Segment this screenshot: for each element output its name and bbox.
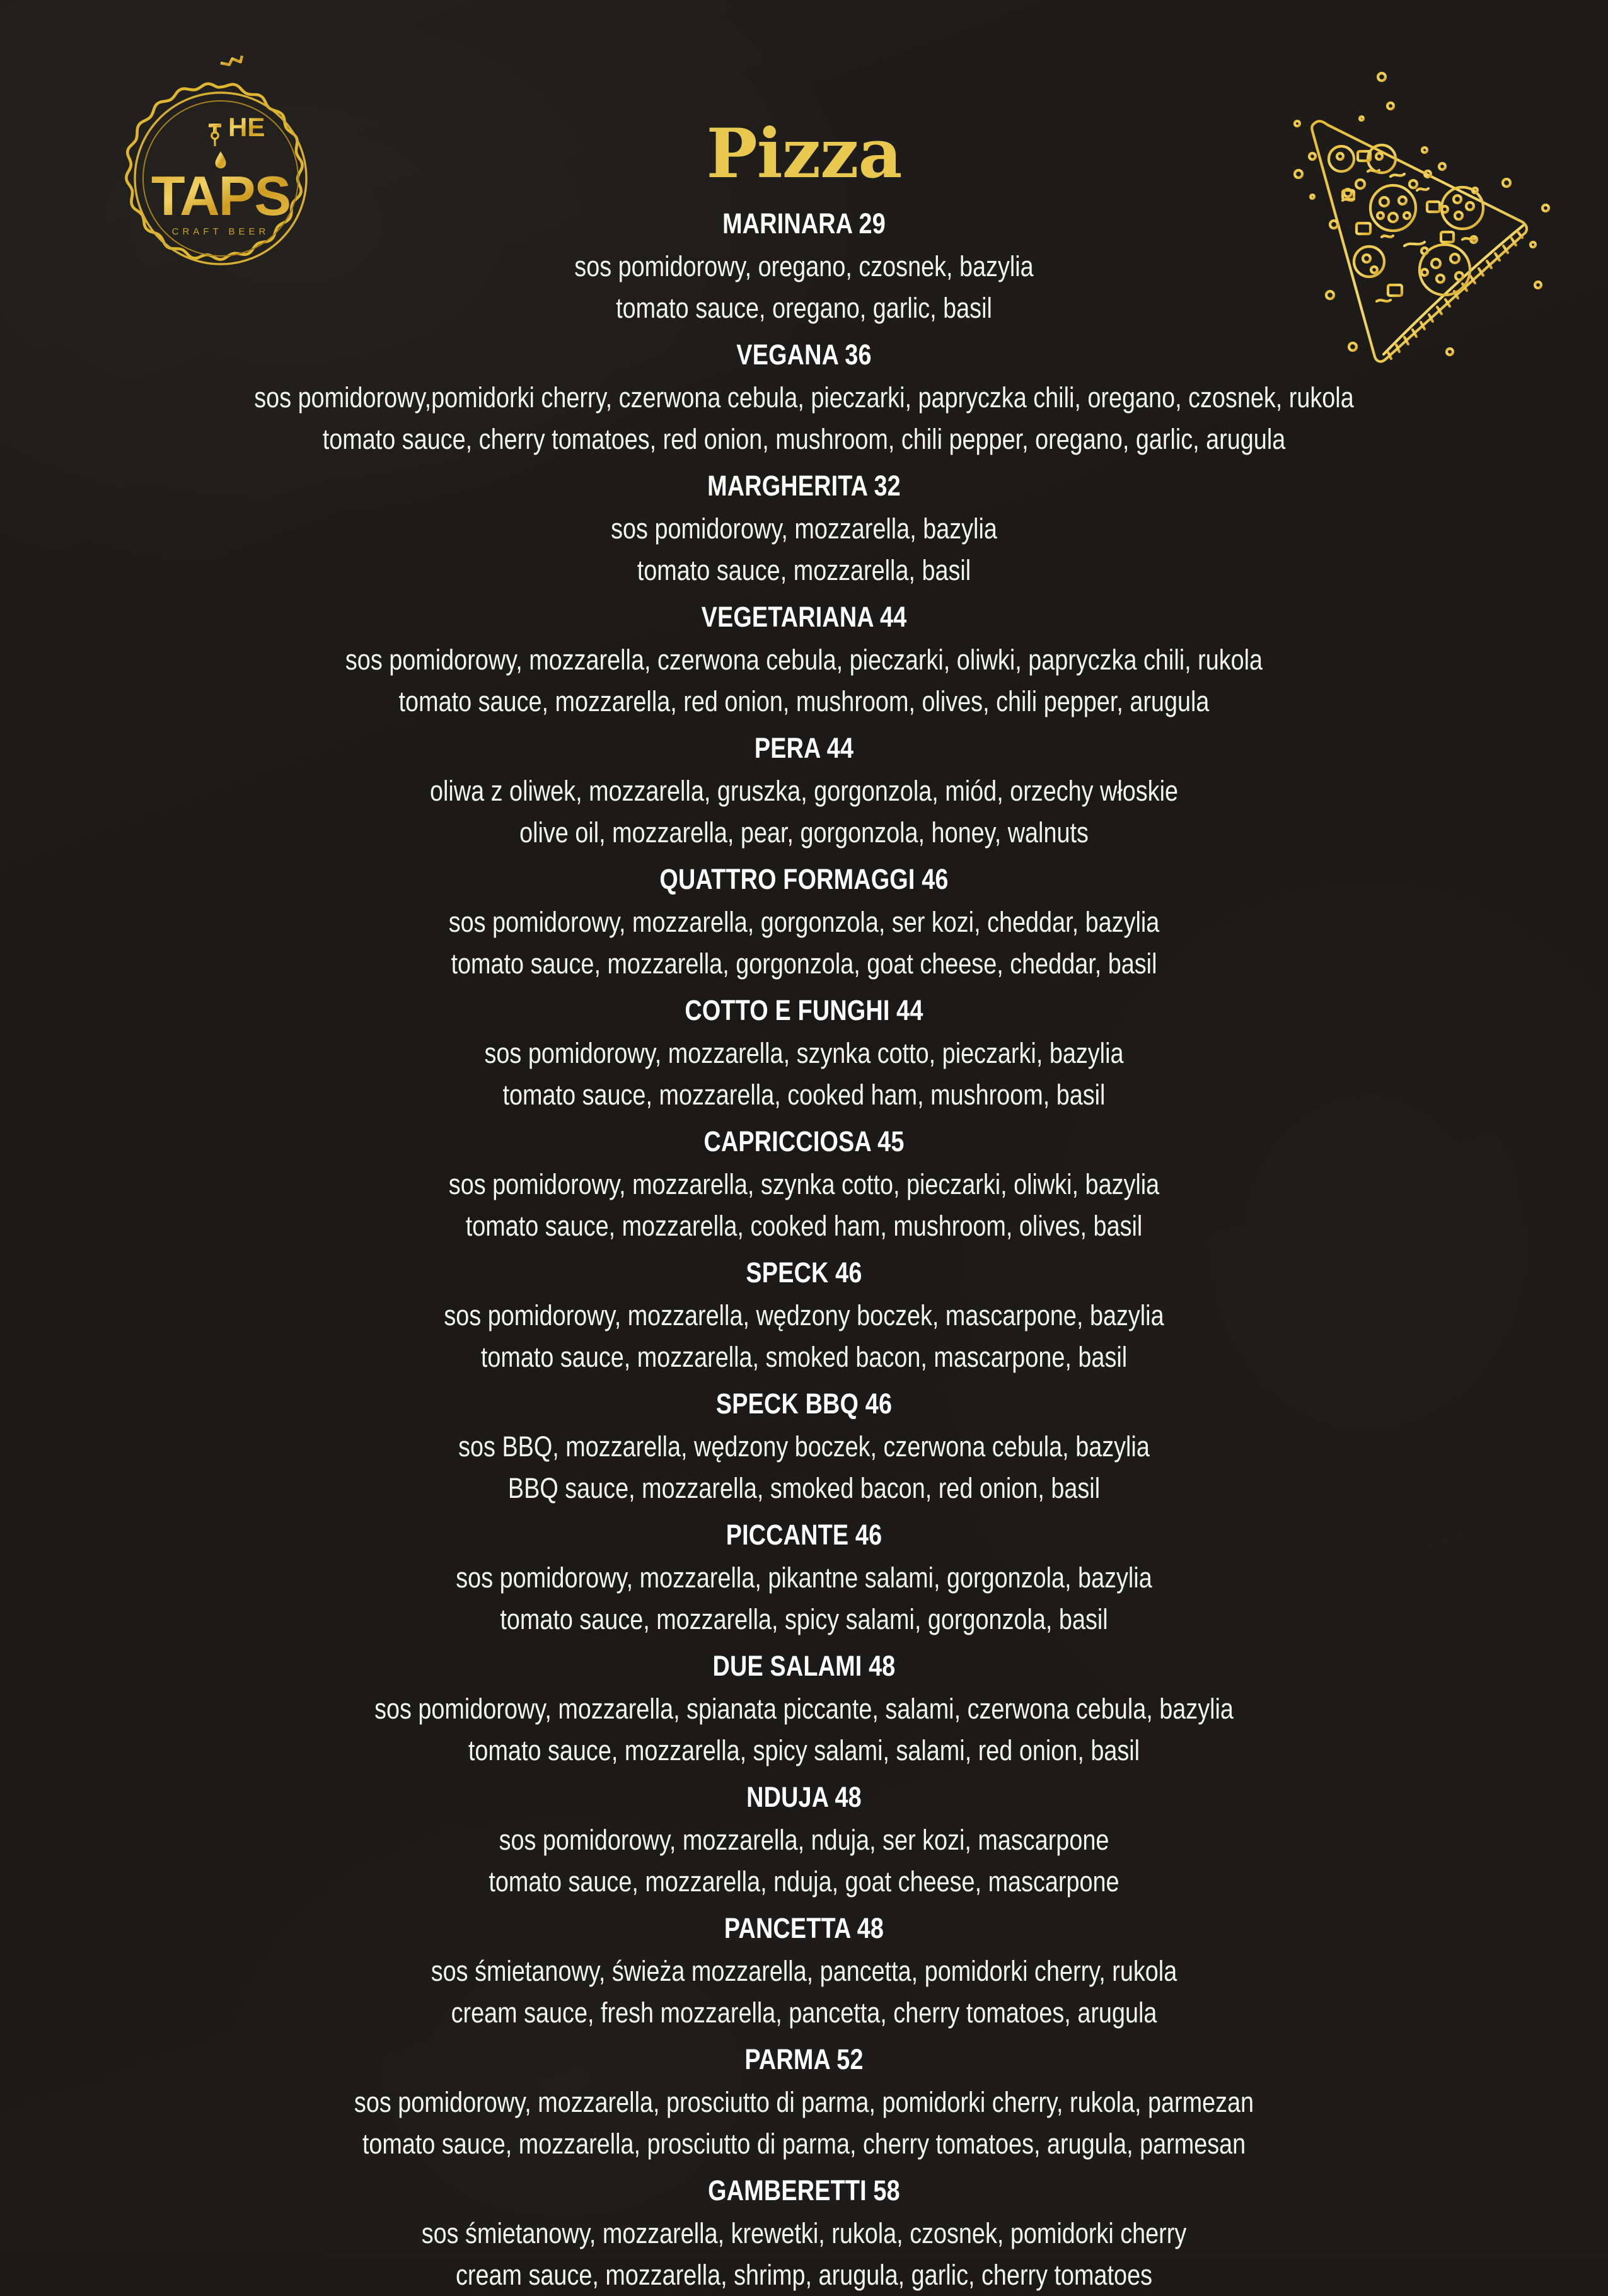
menu-item [0,1908,1608,2034]
item-desc-en: tomato sauce, mozzarella, cooked ham, mushroom, olives, basil [465,1210,1143,1242]
item-desc-pl: sos śmietanowy, świeża mozzarella, pancetta, pomidorki cherry, rukola [431,1955,1177,1987]
item-desc-en: tomato sauce, mozzarella, gorgonzola, goat cheese, cheddar, basil [451,948,1157,980]
item-desc-pl: sos pomidorowy, mozzarella, szynka cotto, pieczarki, oliwki, bazylia [448,1168,1160,1200]
item-desc-pl: sos pomidorowy,pomidorki cherry, czerwona cebula, pieczarki, papryczka chili, oregano, czosnek, rukola [254,381,1354,414]
svg-text:TAPS: TAPS [151,165,291,227]
item-name: DUE SALAMI 48 [712,1650,896,1682]
menu-item [0,1121,1608,1247]
item-name: SPECK BBQ 46 [715,1388,893,1420]
item-name: NDUJA 48 [746,1781,862,1813]
menu-item [0,596,1608,722]
item-desc-pl: sos BBQ, mozzarella, wędzony boczek, czerwona cebula, bazylia [458,1430,1150,1463]
item-desc-en: tomato sauce, mozzarella, spicy salami, salami, red onion, basil [468,1734,1140,1766]
menu-item [0,334,1608,460]
item-desc-en: tomato sauce, cherry tomatoes, red onion, mushroom, chili pepper, oregano, garlic, arugula [322,423,1286,455]
item-name: MARINARA 29 [722,207,886,240]
item-desc-en: cream sauce, fresh mozzarella, pancetta, cherry tomatoes, arugula [451,1997,1157,2029]
item-name: QUATTRO FORMAGGI 46 [659,863,949,895]
item-desc-en: tomato sauce, mozzarella, spicy salami, gorgonzola, basil [500,1603,1108,1635]
svg-text:CRAFT BEER: CRAFT BEER [171,226,270,237]
item-name: SPECK 46 [746,1256,862,1289]
item-desc-pl: sos pomidorowy, oregano, czosnek, bazylia [574,250,1034,282]
item-desc-pl: sos pomidorowy, mozzarella, wędzony boczek, mascarpone, bazylia [444,1299,1164,1331]
item-name: PANCETTA 48 [724,1912,884,1944]
item-name: VEGANA 36 [736,339,872,371]
item-desc-pl: sos pomidorowy, mozzarella, gorgonzola, ser kozi, cheddar, bazylia [448,906,1160,938]
menu-item [0,465,1608,591]
item-desc-en: tomato sauce, mozzarella, basil [637,554,971,586]
item-desc-pl: sos pomidorowy, mozzarella, nduja, ser kozi, mascarpone [499,1824,1109,1856]
menu-item [0,1777,1608,1903]
item-desc-pl: sos pomidorowy, mozzarella, spianata piccante, salami, czerwona cebula, bazylia [374,1693,1234,1725]
item-name: CAPRICCIOSA 45 [703,1125,905,1157]
item-desc-en: tomato sauce, mozzarella, smoked bacon, mascarpone, basil [480,1341,1128,1373]
menu-item [0,2039,1608,2165]
menu-item [0,1514,1608,1640]
item-desc-pl: sos pomidorowy, mozzarella, pikantne salami, gorgonzola, bazylia [456,1562,1152,1594]
item-desc-en: tomato sauce, mozzarella, cooked ham, mushroom, basil [502,1079,1106,1111]
item-name: GAMBERETTI 58 [708,2174,900,2206]
item-desc-pl: sos śmietanowy, mozzarella, krewetki, rukola, czosnek, pomidorki cherry [421,2217,1187,2249]
item-name: PICCANTE 46 [726,1519,882,1551]
page-title-text: Pizza [706,114,902,194]
item-desc-en: olive oil, mozzarella, pear, gorgonzola, honey, walnuts [519,816,1089,849]
item-name: VEGETARIANA 44 [701,601,907,633]
menu-list [0,203,1608,2296]
menu-item [0,1645,1608,1771]
item-desc-pl: sos pomidorowy, mozzarella, bazylia [611,513,997,545]
tap-icon [209,124,221,146]
item-desc-en: tomato sauce, oregano, garlic, basil [616,292,992,324]
menu-item [0,203,1608,329]
item-desc-pl: sos pomidorowy, mozzarella, czerwona cebula, pieczarki, oliwki, papryczka chili, rukola [345,644,1263,676]
menu-item [0,859,1608,985]
item-desc-en: tomato sauce, mozzarella, nduja, goat cheese, mascarpone [489,1865,1119,1898]
item-desc-en: BBQ sauce, mozzarella, smoked bacon, red onion, basil [507,1472,1101,1504]
menu-item [0,990,1608,1116]
item-desc-en: tomato sauce, mozzarella, red onion, mushroom, olives, chili pepper, arugula [398,685,1210,717]
menu-item [0,1383,1608,1509]
item-name: PERA 44 [754,732,854,764]
item-desc-pl: oliwa z oliwek, mozzarella, gruszka, gorgonzola, miód, orzechy włoskie [430,775,1178,807]
item-desc-pl: sos pomidorowy, mozzarella, prosciutto di parma, pomidorki cherry, rukola, parmezan [354,2086,1254,2118]
item-desc-en: tomato sauce, mozzarella, prosciutto di parma, cherry tomatoes, arugula, parmesan [362,2128,1246,2160]
item-name: PARMA 52 [744,2043,864,2075]
svg-text:HE: HE [228,112,265,142]
menu-item [0,1252,1608,1378]
menu-item [0,728,1608,854]
item-name: MARGHERITA 32 [707,470,901,502]
item-desc-pl: sos pomidorowy, mozzarella, szynka cotto, pieczarki, bazylia [484,1037,1124,1069]
item-name: COTTO E FUNGHI 44 [685,994,923,1026]
menu-item [0,2170,1608,2296]
item-desc-en: cream sauce, mozzarella, shrimp, arugula, garlic, cherry tomatoes [455,2259,1153,2291]
